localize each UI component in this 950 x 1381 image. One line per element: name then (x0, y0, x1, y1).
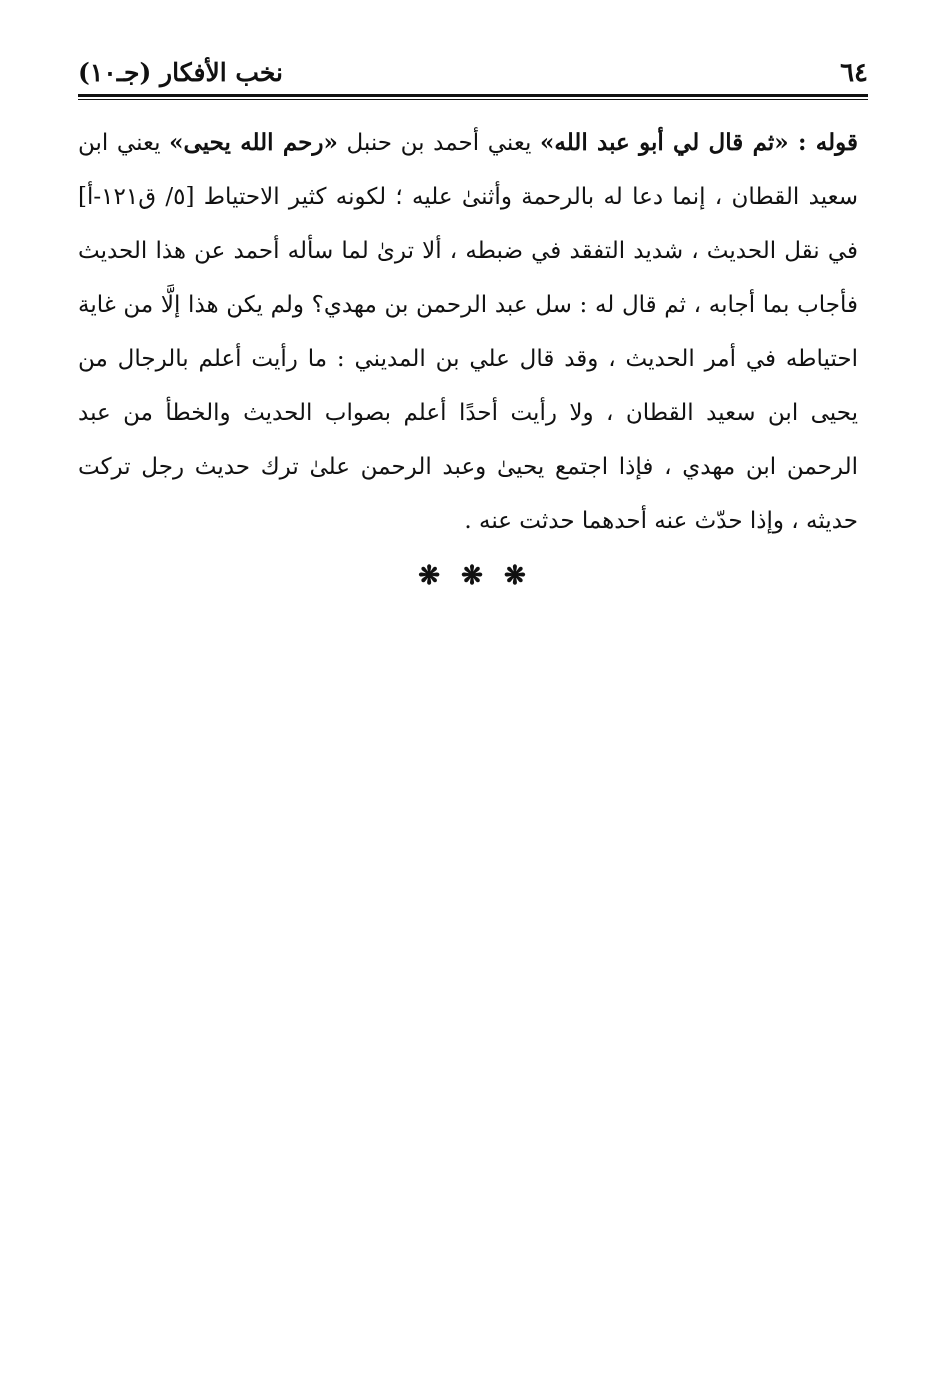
page-header (78, 55, 868, 91)
quoted-phrase-1: «ثم قال لي أبو عبد الله» (539, 129, 789, 156)
page-number: ٦٤ (840, 58, 868, 88)
commentary-paragraph (78, 116, 858, 548)
commentary-text-2: يعني ابن سعيد القطان ، إنما دعا له بالرحمة وأثنىٰ عليه ؛ لكونه كثير الاحتياط [٥/ ق١٢١-أ] في نقل الحديث ، شديد التفقد في ضبطه ، ألا ترىٰ لما سأله أحمد عن هذا الحديث فأجاب بما أجابه ، ثم قال له : سل عبد الرحمن بن مهدي؟ ولم يكن هذا إلَّا من غاية احتياطه في أمر الحديث ، وقد قال علي بن المديني : ما رأيت أعلم بالرجال من يحيى ابن سعيد القطان ، ولا رأيت أحدًا أعلم بصواب الحديث والخطأ من عبد الرحمن ابن مهدي ، فإذا اجتمع يحيىٰ وعبد الرحمن علىٰ ترك حديث رجل تركت حديثه ، وإذا حدّث عنه أحدهما حدثت عنه . (78, 130, 859, 534)
header-rule-thick (78, 94, 868, 97)
quoted-phrase-2: «رحم الله يحيى» (169, 129, 338, 156)
lead-label: قوله : (788, 129, 859, 156)
header-rule-thin (78, 99, 868, 100)
running-title: نخب الأفكار (جـ١٠) (78, 58, 284, 87)
section-separator-asterisks: ❋ ❋ ❋ (418, 561, 532, 591)
commentary-text-1: يعني أحمد بن حنبل (337, 130, 540, 156)
